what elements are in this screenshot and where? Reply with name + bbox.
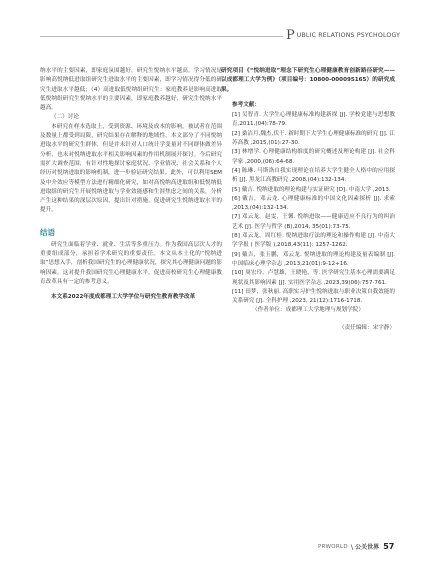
paragraph-conclusion: 研究生面临着学业、就业、生活等多重压力。作为我国高层次人才的重要组成部分，承担着学术研究的重要责任。本文从本土化的“悦纳进取”思想入手，剖析我国研究生的心理健康状况，探究其心理健康问题的影响因素。这对提升我国研究生心理健康水平，促进高校研究生心理健康教育改革具有一定的参考意义。 xyxy=(40,241,222,285)
journal-section-tag xyxy=(283,29,400,42)
footer-journal-name: \ 公关世界 xyxy=(350,544,380,551)
funding-statement: 研究项目《“悦纳进取”理念下研究生心理健康教育创新路径研究——以成都理工大学为例》（项目编号：10800-000095165）的研究成果。 xyxy=(221,68,395,93)
section-name: UBLIC RELATIONS PSYCHOLOGY xyxy=(296,32,401,39)
page-footer xyxy=(318,542,394,551)
page-number: 57 xyxy=(383,542,395,551)
conclusion-title: 结语 xyxy=(40,227,55,237)
reference-item: [5] 戴吉. 悦纳进取的理论构建与实证研究 [D]. 中南大学 ,2013. xyxy=(232,186,391,193)
references-title: 参考文献： xyxy=(232,101,260,108)
reference-item: [1] 吴智青. 大学生心理健康标准构建新探 [J]. 学校党建与思想教育,2011,(04):78-79. xyxy=(232,112,395,128)
left-column xyxy=(40,67,222,303)
reference-item: [8] 邓云龙，周红桂. 悦纳进取疗法的理论和操作构建 [J]. 中南大学学报 ( 医学版 ),2018,43(11): 1257-1262. xyxy=(232,233,395,249)
reference-item: [9] 戴吉，张玉鹏，邓云龙. 悦纳进取的理论构建及量表编制 [J]. 中国临床心理学杂志 ,2013,21(01):9-12+16. xyxy=(232,251,395,267)
paragraph-results-continued: 纳水平的主要因素，即家庭氛围越好，研究生悦纳水平越高。学习情况是影响高悦纳低进取组研究生进取水平的主要因素，即学习情况得分低的研究生进取水平越低；（4）高进取低悦纳组研究生：家庭教养是影响高进取低悦纳组研究生悦纳水平的主要因素，即家庭教养越好，研究生悦纳水平越高。 xyxy=(40,68,222,112)
editor-credit: （责任编辑：宋宇静） xyxy=(339,324,395,331)
reference-item: [10] 周宏玲，卢慧雄，王晓艳，等. 医学研究生基本心理需要满足现状及其影响因素 [J]. 实用医学杂志 ,2023,39(06):757-761. xyxy=(232,270,395,286)
paragraph-discussion: 本研究在样本选取上，受到资源、环境及成本的影响，被试者在范围及数量上都受到局限，研究结果存在解释的地域性，本文部分了不同悦纳进取水平的研究生群体，但是并未针对人口统计学变量对不同群体做差异分析，也未对悦纳进取水平相关影响因素的作用机制展开探讨。今后研究需扩大调查范围，有针对性地探讨家庭状况、学业情况、社会关系和个人经历对悦纳进取的影响机制，进一步验证研究结果。此外，可以利用SEM及中介效应等模型方法进行精细化研究，如对高悦纳高进取组和低悦纳低进取组的研究生开展悦纳进取与学业效能感和生涯焦虑之间的关系，分析产生这种结果的深层次原因，提出针对措施，促进研究生悦纳进取水平的提升。 xyxy=(40,123,222,214)
footer-brand: PRWORLD xyxy=(318,543,348,550)
author-affiliation: （作者单位：成都理工大学地理与规划学院） xyxy=(252,307,364,314)
project-note: 本文系2022年度成都理工大学学位与研究生教育教学改革 xyxy=(51,294,196,301)
reference-item: [4] 陈琳. 马斯洛自我实现理论在培养大学生健全人格中的应用探析 [J]. 黑龙江高教研究 ,2008,(04):132-134. xyxy=(232,167,395,184)
reference-item: [2] 桑洁月,魏杰,伏干. 新时期下大学生心理健康标准的研究 [J]. 江苏高教 ,2015,(01):27-30. xyxy=(232,130,395,147)
reference-item: [3] 林增学. 心理健康结构维度的研究概述及理论构建 [J]. 社会科学家 ,2000,(06):64-68. xyxy=(232,149,395,165)
reference-item: [7] 邓云龙，赵雯，王馨. 悦纳进取——健康适应不良行为的纠治艺术 [J]. 医学与哲学 (B),2014, 35(01):73-75. xyxy=(232,214,395,230)
reference-item: [11] 田梦，张秋丽. 高职实习护生悦纳进取与职业决策自我效能的关系研究 [J]. 全科护理 ,2023, 21(12):1716-1718. xyxy=(232,288,395,305)
reference-item: [6] 戴吉，邓云龙. 心理健康标准的中国文化因素探析 [J]. 求索 ,2013,(04):132-134. xyxy=(232,195,395,212)
reference-list xyxy=(221,111,395,306)
right-column xyxy=(221,67,395,333)
discussion-heading: （二）讨论 xyxy=(51,114,79,121)
section-initial: P xyxy=(286,28,295,43)
